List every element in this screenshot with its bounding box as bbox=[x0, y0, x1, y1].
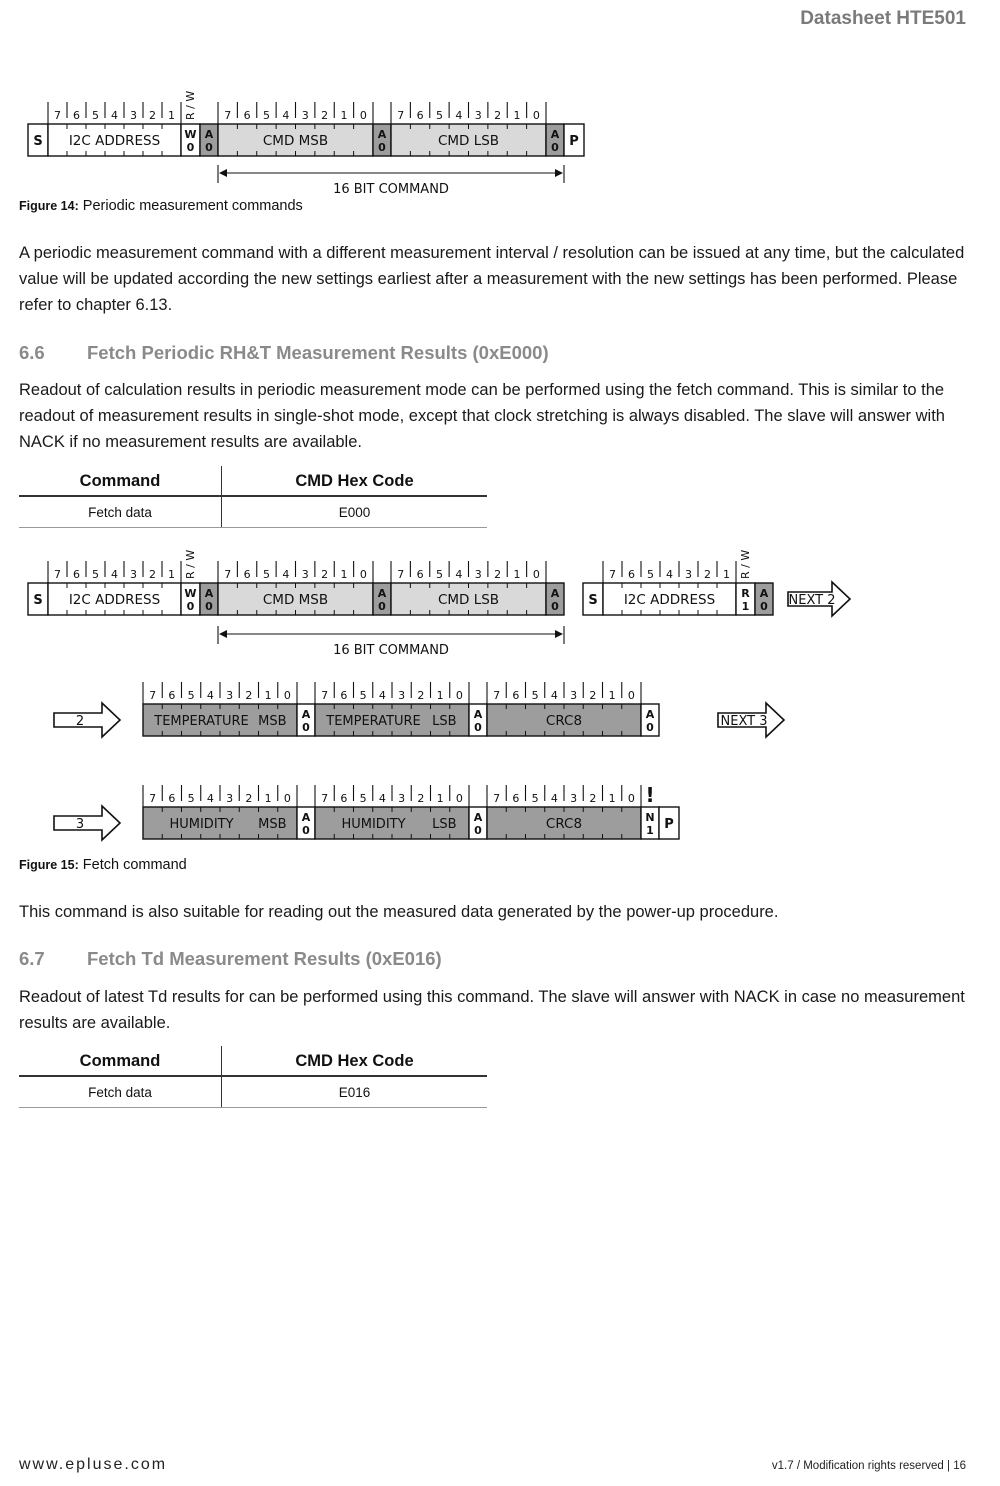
bit-number: 5 bbox=[92, 568, 99, 581]
bit-number: 5 bbox=[359, 689, 367, 702]
bit-number: 3 bbox=[130, 568, 137, 581]
bit-number: 5 bbox=[435, 109, 443, 122]
bit-number: 2 bbox=[149, 109, 156, 122]
ack-bit-bottom: 0 bbox=[474, 721, 482, 734]
table-row bbox=[19, 496, 487, 528]
bit-number: 3 bbox=[226, 689, 234, 702]
bit-number: 7 bbox=[321, 689, 329, 702]
bit-number: 7 bbox=[54, 568, 61, 581]
bit-number: 5 bbox=[262, 109, 270, 122]
bit-number: 0 bbox=[359, 568, 367, 581]
bit-number: 1 bbox=[340, 568, 348, 581]
start-bit-label: S bbox=[33, 593, 43, 608]
figure-14-caption bbox=[19, 198, 303, 214]
field-label: TEMPERATURE bbox=[326, 714, 421, 729]
table-cell-hex: E000 bbox=[222, 496, 488, 528]
section-number: 6.6 bbox=[19, 342, 45, 363]
command-span-label: 16 BIT COMMAND bbox=[333, 182, 449, 194]
bit-number: 4 bbox=[282, 568, 290, 581]
bit-number: 7 bbox=[609, 568, 616, 581]
rw-label: R / W bbox=[184, 90, 197, 120]
bit-number: 1 bbox=[264, 792, 272, 805]
bit-number: 5 bbox=[187, 792, 195, 805]
footer-version: v1.7 / Modification rights reserved | 16 bbox=[771, 1460, 966, 1472]
bit-number: 0 bbox=[283, 689, 291, 702]
bit-number: 4 bbox=[550, 792, 558, 805]
read-bit-top: R bbox=[741, 587, 750, 600]
bit-number: 4 bbox=[378, 792, 386, 805]
field-label: MSB bbox=[258, 714, 287, 729]
command-span-label: 16 BIT COMMAND bbox=[333, 643, 449, 658]
ack-bit-top: A bbox=[645, 708, 655, 721]
ack-bit-bottom: 0 bbox=[205, 141, 213, 154]
bit-number: 7 bbox=[397, 568, 405, 581]
bit-number: 6 bbox=[243, 568, 251, 581]
bit-number: 2 bbox=[494, 568, 502, 581]
bit-number: 6 bbox=[416, 568, 424, 581]
bit-number: 6 bbox=[243, 109, 251, 122]
figure-14-text: Periodic measurement commands bbox=[82, 198, 303, 214]
section-title: Fetch Td Measurement Results (0xE016) bbox=[87, 948, 442, 969]
rw-label: R / W bbox=[184, 549, 197, 579]
table-cell-command: Fetch data bbox=[19, 496, 222, 528]
bit-number: 0 bbox=[455, 792, 463, 805]
bit-number: 2 bbox=[589, 689, 597, 702]
footer-website: www.epluse.com bbox=[19, 1456, 168, 1473]
bit-number: 6 bbox=[73, 109, 80, 122]
ack-bit-top: A bbox=[550, 587, 560, 600]
bit-number: 2 bbox=[245, 792, 253, 805]
bit-number: 5 bbox=[435, 568, 443, 581]
write-bit-top: W bbox=[184, 587, 197, 600]
field-label: LSB bbox=[432, 714, 457, 729]
command-table-e016 bbox=[19, 1046, 487, 1108]
ack-bit-bottom: 0 bbox=[205, 600, 213, 613]
bit-number: 5 bbox=[262, 568, 270, 581]
ack-bit-top: A bbox=[759, 587, 769, 600]
ack-bit-bottom: 0 bbox=[646, 721, 654, 734]
bit-number: 1 bbox=[168, 568, 175, 581]
continue-3-arrow-label: 3 bbox=[75, 817, 85, 832]
section-title: Fetch Periodic RH&T Measurement Results (0xE000) bbox=[87, 342, 549, 363]
bit-number: 2 bbox=[417, 689, 425, 702]
bit-number: 0 bbox=[627, 689, 635, 702]
bit-number: 4 bbox=[282, 109, 290, 122]
figure-15-label: Figure 15: bbox=[19, 858, 79, 872]
start-bit-label: S bbox=[588, 593, 598, 608]
table-header-command: Command bbox=[19, 466, 222, 496]
bit-number: 0 bbox=[627, 792, 635, 805]
nack-bit-bottom: 1 bbox=[646, 824, 654, 837]
ack-bit-top: A bbox=[377, 128, 387, 141]
table-header-hex: CMD Hex Code bbox=[222, 1046, 488, 1076]
bit-number: 6 bbox=[416, 109, 424, 122]
bit-number: 0 bbox=[359, 109, 367, 122]
paragraph-fetch-periodic: Readout of calculation results in periodic measurement mode can be performed using the fetch command. This is similar to the readout of measurement results in single-shot mode, except that clock stretching is always disabled. The slave will answer with NACK if no measurement results are available. bbox=[19, 381, 945, 451]
periodic-command-diagram bbox=[0, 88, 1000, 194]
command-table-e000 bbox=[19, 466, 487, 528]
section-heading-6-6 bbox=[19, 342, 549, 364]
bit-number: 0 bbox=[455, 689, 463, 702]
bit-number: 1 bbox=[264, 689, 272, 702]
field-label: LSB bbox=[432, 817, 457, 832]
bit-number: 0 bbox=[283, 792, 291, 805]
rw-label: R / W bbox=[739, 549, 752, 579]
bit-number: 4 bbox=[111, 109, 118, 122]
paragraph-powerup: This command is also suitable for reading out the measured data generated by the power-up procedure. bbox=[19, 903, 779, 921]
bit-number: 5 bbox=[187, 689, 195, 702]
bit-number: 7 bbox=[149, 792, 157, 805]
bit-number: 0 bbox=[532, 109, 540, 122]
bit-number: 4 bbox=[206, 792, 214, 805]
bit-number: 1 bbox=[608, 689, 616, 702]
bit-number: 3 bbox=[398, 792, 406, 805]
ack-bit-bottom: 0 bbox=[302, 824, 310, 837]
bit-number: 4 bbox=[111, 568, 118, 581]
stop-bit-label: P bbox=[569, 134, 579, 149]
bit-number: 7 bbox=[54, 109, 61, 122]
table-row bbox=[19, 1076, 487, 1108]
continue-2-arrow-label: 2 bbox=[75, 714, 85, 729]
address-label: I2C ADDRESS bbox=[623, 592, 716, 608]
figure-15-text: Fetch command bbox=[82, 857, 187, 873]
bit-number: 7 bbox=[149, 689, 157, 702]
ack-bit-bottom: 0 bbox=[474, 824, 482, 837]
field-label: CMD MSB bbox=[262, 592, 329, 608]
bit-number: 2 bbox=[494, 109, 502, 122]
ack-bit-top: A bbox=[204, 587, 214, 600]
bit-number: 6 bbox=[168, 689, 176, 702]
start-bit-label: S bbox=[33, 134, 43, 149]
bit-number: 2 bbox=[589, 792, 597, 805]
bit-number: 6 bbox=[168, 792, 176, 805]
bit-number: 2 bbox=[321, 109, 329, 122]
bit-number: 6 bbox=[512, 689, 520, 702]
bit-number: 7 bbox=[224, 109, 232, 122]
bit-number: 4 bbox=[550, 689, 558, 702]
document-title: Datasheet HTE501 bbox=[800, 8, 966, 29]
bit-number: 2 bbox=[149, 568, 156, 581]
continue-2-arrow bbox=[54, 703, 120, 737]
bit-number: 1 bbox=[723, 568, 730, 581]
bit-number: 2 bbox=[245, 689, 253, 702]
bit-number: 5 bbox=[531, 689, 539, 702]
bit-number: 2 bbox=[321, 568, 329, 581]
continue-3-arrow bbox=[54, 806, 120, 840]
address-label: I2C ADDRESS bbox=[68, 133, 161, 149]
bit-number: 5 bbox=[531, 792, 539, 805]
nack-bit-top: N bbox=[645, 811, 655, 824]
fetch-command-diagram bbox=[0, 545, 1000, 850]
ack-bit-top: A bbox=[301, 708, 311, 721]
bit-number: 4 bbox=[455, 568, 463, 581]
bit-number: 1 bbox=[608, 792, 616, 805]
ack-bit-bottom: 0 bbox=[551, 141, 559, 154]
bit-number: 3 bbox=[685, 568, 692, 581]
bit-number: 2 bbox=[417, 792, 425, 805]
field-label: CMD LSB bbox=[437, 133, 500, 149]
bit-number: 1 bbox=[168, 109, 175, 122]
table-cell-command: Fetch data bbox=[19, 1076, 222, 1108]
bit-number: 5 bbox=[359, 792, 367, 805]
address-label: I2C ADDRESS bbox=[68, 592, 161, 608]
arrowhead-left bbox=[219, 630, 227, 638]
bit-number: 3 bbox=[398, 689, 406, 702]
paragraph-fetch-td: Readout of latest Td results for can be performed using this command. The slave will answer with NACK in case no measurement results are available. bbox=[19, 988, 965, 1032]
bit-number: 3 bbox=[301, 109, 309, 122]
ack-bit-top: A bbox=[204, 128, 214, 141]
arrowhead-right bbox=[555, 169, 563, 177]
bit-number: 4 bbox=[455, 109, 463, 122]
field-label: MSB bbox=[258, 817, 287, 832]
next-3-arrow-label: NEXT 3 bbox=[720, 714, 768, 729]
arrowhead-right bbox=[555, 630, 563, 638]
bit-number: 3 bbox=[570, 689, 578, 702]
next-2-arrow-label: NEXT 2 bbox=[788, 593, 836, 608]
bit-number: 1 bbox=[436, 689, 444, 702]
bit-number: 3 bbox=[474, 568, 482, 581]
bit-number: 4 bbox=[206, 689, 214, 702]
field-label: CMD LSB bbox=[437, 592, 500, 608]
bit-number: 7 bbox=[321, 792, 329, 805]
bit-number: 6 bbox=[512, 792, 520, 805]
bit-number: 2 bbox=[704, 568, 711, 581]
ack-bit-top: A bbox=[377, 587, 387, 600]
table-header-row bbox=[19, 1046, 487, 1076]
ack-bit-bottom: 0 bbox=[760, 600, 768, 613]
bit-number: 7 bbox=[224, 568, 232, 581]
bit-number: 6 bbox=[73, 568, 80, 581]
ack-bit-top: A bbox=[473, 811, 483, 824]
write-bit-top: W bbox=[184, 128, 197, 141]
bit-number: 3 bbox=[130, 109, 137, 122]
field-label: CRC8 bbox=[545, 816, 583, 832]
bit-number: 6 bbox=[340, 792, 348, 805]
bit-number: 1 bbox=[513, 109, 521, 122]
bit-number: 5 bbox=[92, 109, 99, 122]
table-cell-hex: E016 bbox=[222, 1076, 488, 1108]
bit-number: 6 bbox=[340, 689, 348, 702]
arrowhead-left bbox=[219, 169, 227, 177]
bit-number: 3 bbox=[226, 792, 234, 805]
field-label: HUMIDITY bbox=[169, 817, 234, 832]
field-label: HUMIDITY bbox=[341, 817, 406, 832]
figure-15-caption bbox=[19, 857, 187, 873]
bit-number: 7 bbox=[493, 792, 501, 805]
ack-bit-top: A bbox=[301, 811, 311, 824]
field-label: CMD MSB bbox=[262, 133, 329, 149]
table-header-row bbox=[19, 466, 487, 496]
bit-number: 1 bbox=[436, 792, 444, 805]
ack-bit-bottom: 0 bbox=[378, 600, 386, 613]
bit-number: 3 bbox=[474, 109, 482, 122]
nack-exclamation: ! bbox=[645, 783, 655, 807]
bit-number: 4 bbox=[666, 568, 673, 581]
bit-number: 7 bbox=[397, 109, 405, 122]
write-bit-bottom: 0 bbox=[186, 141, 195, 154]
paragraph-periodic: A periodic measurement command with a different measurement interval / resolution can be issued at any time, but the calculated value will be updated according the new settings earliest after a measurement with the new settings has been performed. Please refer to chapter 6.13. bbox=[19, 244, 965, 314]
bit-number: 5 bbox=[647, 568, 654, 581]
bit-number: 0 bbox=[532, 568, 540, 581]
bit-number: 3 bbox=[301, 568, 309, 581]
ack-bit-bottom: 0 bbox=[302, 721, 310, 734]
table-header-command: Command bbox=[19, 1046, 222, 1076]
ack-bit-bottom: 0 bbox=[378, 141, 386, 154]
section-number: 6.7 bbox=[19, 948, 45, 969]
table-header-hex: CMD Hex Code bbox=[222, 466, 488, 496]
bit-number: 7 bbox=[493, 689, 501, 702]
field-label: CRC8 bbox=[545, 713, 583, 729]
ack-bit-top: A bbox=[473, 708, 483, 721]
ack-bit-top: A bbox=[550, 128, 560, 141]
bit-number: 6 bbox=[628, 568, 635, 581]
stop-bit-label: P bbox=[664, 817, 674, 832]
figure-14-label: Figure 14: bbox=[19, 199, 79, 213]
bit-number: 3 bbox=[570, 792, 578, 805]
bit-number: 1 bbox=[513, 568, 521, 581]
field-label: TEMPERATURE bbox=[154, 714, 249, 729]
read-bit-bottom: 1 bbox=[741, 600, 750, 613]
bit-number: 1 bbox=[340, 109, 348, 122]
ack-bit-bottom: 0 bbox=[551, 600, 559, 613]
bit-number: 4 bbox=[378, 689, 386, 702]
write-bit-bottom: 0 bbox=[186, 600, 195, 613]
section-heading-6-7 bbox=[19, 948, 442, 970]
